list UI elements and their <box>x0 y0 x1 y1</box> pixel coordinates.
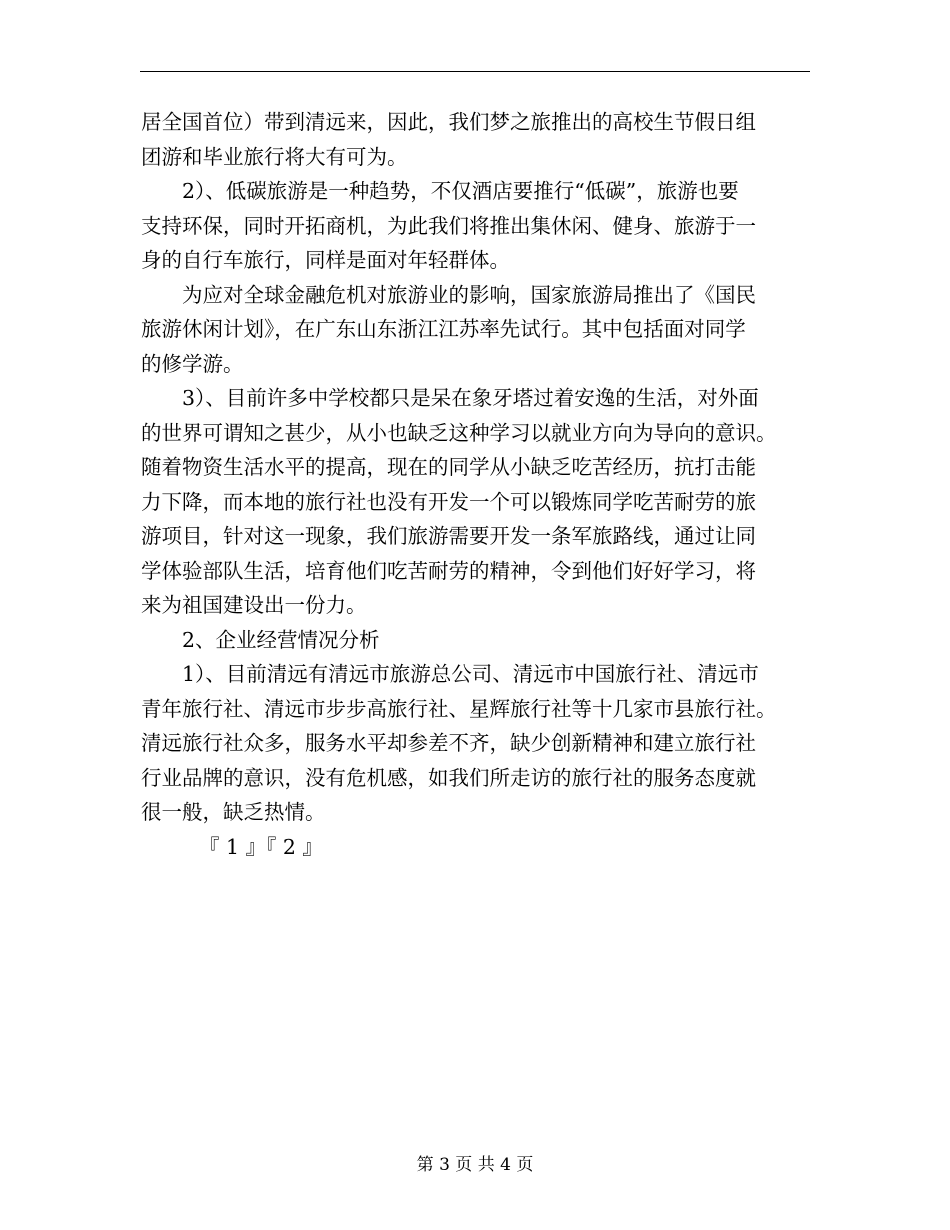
page-footer: 第 3 页 共 4 页 <box>416 1155 534 1175</box>
text-line: 青年旅行社、清远市步步高旅行社、星辉旅行社等十几家市县旅行社。 <box>141 696 777 721</box>
text-line: 支持环保，同时开拓商机，为此我们将推出集休闲、健身、旅游于一 <box>141 213 756 238</box>
text-line: 很一般，缺乏热情。 <box>141 800 326 824</box>
text-line: 学体验部队生活，培育他们吃苦耐劳的精神，令到他们好好学习，将 <box>141 558 756 583</box>
text-line: 游项目，针对这一现象，我们旅游需要开发一条军旅路线，通过让同 <box>141 524 756 548</box>
text-line: 的修学游。 <box>141 351 244 376</box>
paragraph-start: 1）、目前清远有清远市旅游总公司、清远市中国旅行社、清远市 <box>182 662 759 686</box>
text-line: 居全国首位）带到清远来，因此，我们梦之旅推出的高校生节假日组 <box>141 110 756 134</box>
document-body <box>141 105 813 864</box>
text-line: 团游和毕业旅行将大有可为。 <box>141 144 408 169</box>
header-rule <box>140 71 810 72</box>
text-line: 来为祖国建设出一份力。 <box>141 593 367 617</box>
text-line: 的世界可谓知之甚少，从小也缺乏这种学习以就业方向为导向的意识。 <box>141 420 777 445</box>
page-nav[interactable]: 『 1 』『 2 』 <box>199 834 323 859</box>
paragraph-start: 2）、低碳旅游是一种趋势，不仅酒店要推行“低碳”，旅游也要 <box>182 179 739 203</box>
paragraph-start: 3）、目前许多中学校都只是呆在象牙塔过着安逸的生活，对外面 <box>182 386 759 410</box>
text-line: 力下降，而本地的旅行社也没有开发一个可以锻炼同学吃苦耐劳的旅 <box>141 489 756 514</box>
text-line: 行业品牌的意识，没有危机感，如我们所走访的旅行社的服务态度就 <box>141 765 756 790</box>
text-line: 清远旅行社众多，服务水平却参差不齐，缺少创新精神和建立旅行社 <box>141 731 756 755</box>
text-line: 身的自行车旅行，同样是面对年轻群体。 <box>141 248 510 272</box>
text-line: 旅游休闲计划》，在广东山东浙江江苏率先试行。其中包括面对同学 <box>141 317 746 341</box>
paragraph-start: 为应对全球金融危机对旅游业的影响，国家旅游局推出了《国民 <box>182 282 756 307</box>
text-line: 随着物资生活水平的提高，现在的同学从小缺乏吃苦经历，抗打击能 <box>141 455 756 479</box>
section-heading: 2、企业经营情况分析 <box>182 627 380 652</box>
